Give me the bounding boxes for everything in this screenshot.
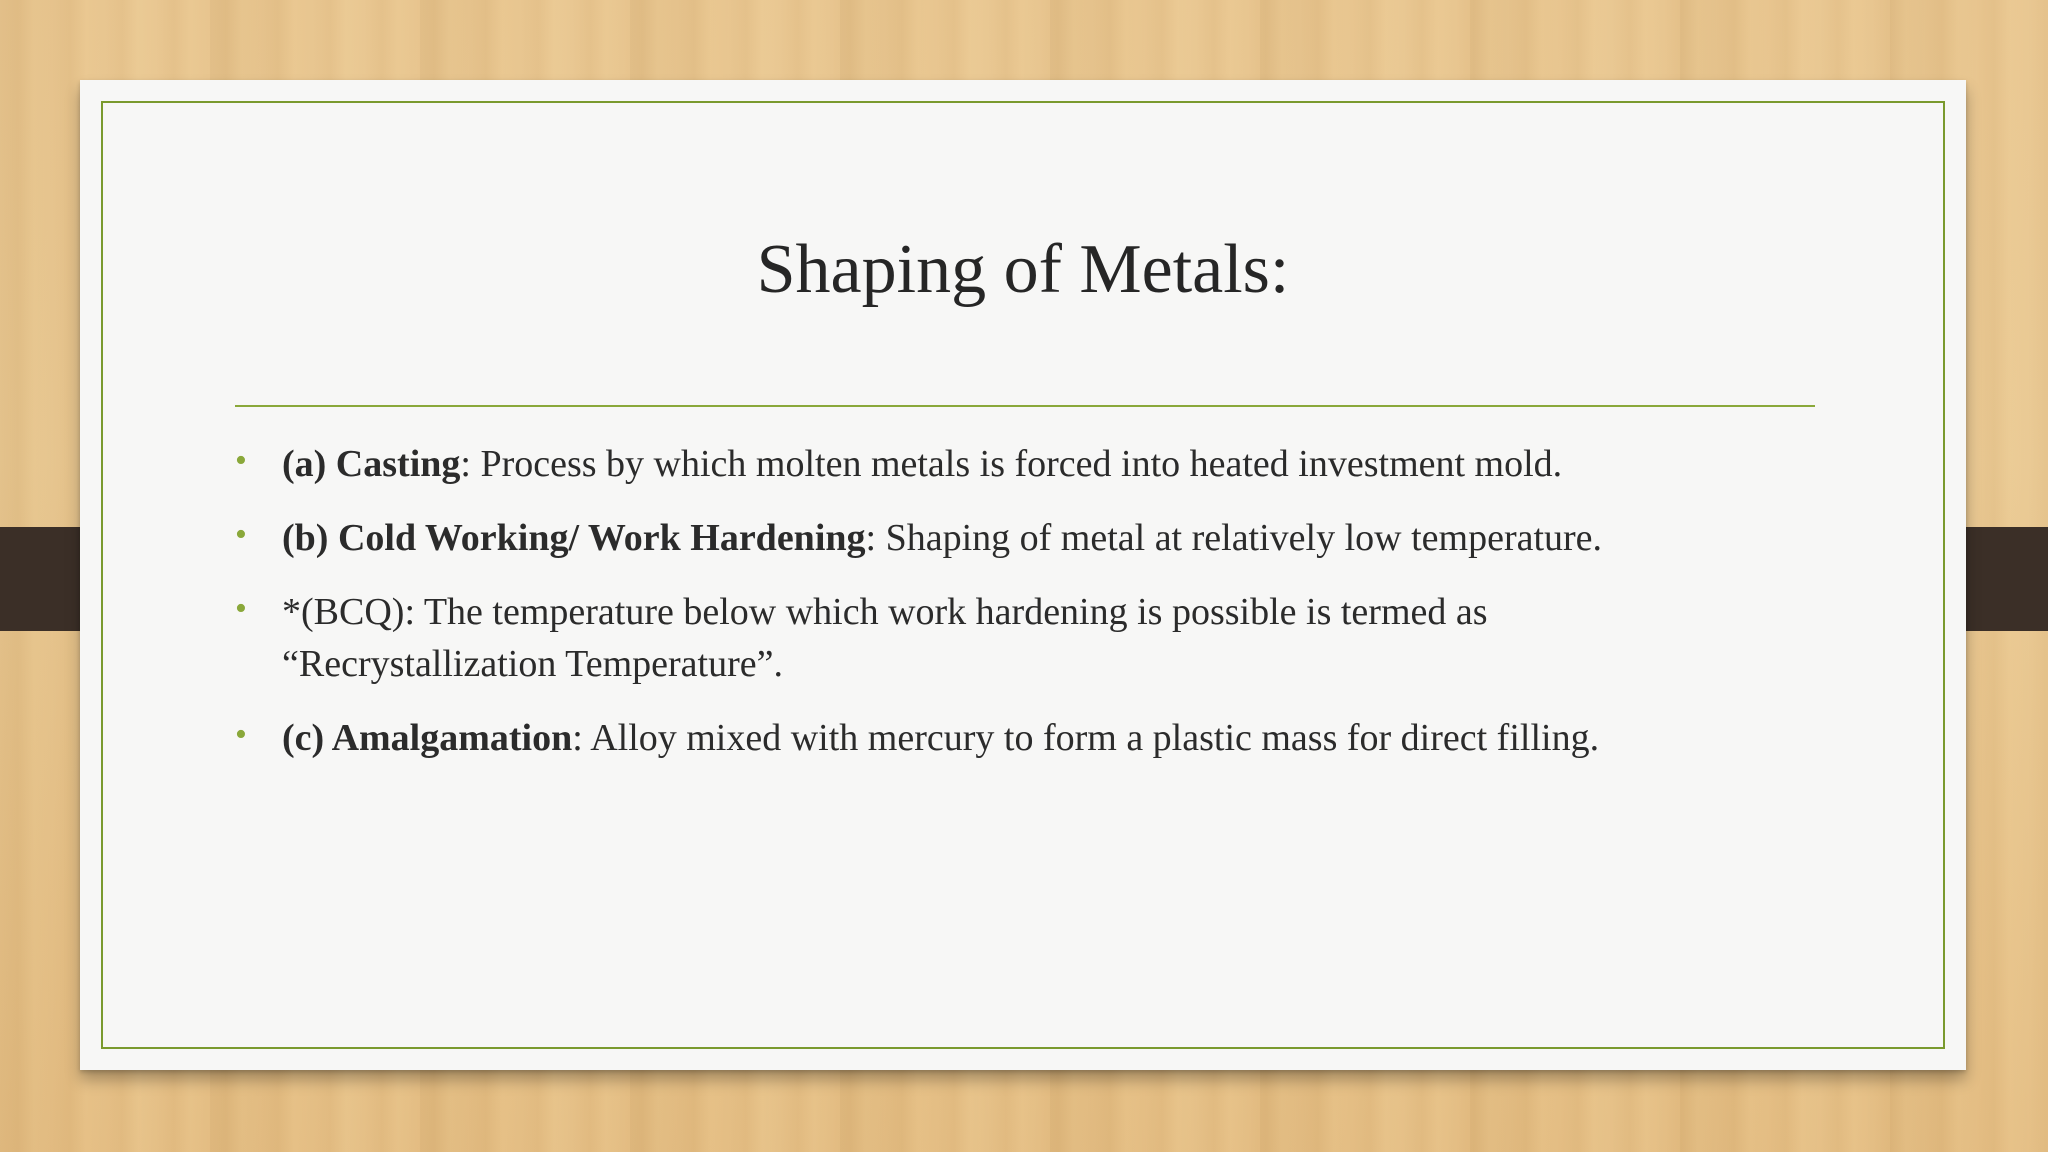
bullet-dot-icon: •: [235, 590, 247, 627]
bullet-term: (b) Cold Working/ Work Hardening: [282, 517, 866, 559]
bullet-text: : Shaping of metal at relatively low temperature.: [865, 517, 1603, 559]
slide-paper: [80, 80, 1966, 1070]
bullet-item-casting: [235, 438, 1835, 490]
slide-title: Shaping of Metals:: [756, 231, 1290, 308]
bullet-dot-icon: •: [235, 442, 247, 479]
bullet-list: [235, 438, 1835, 786]
bullet-text: : Process by which molten metals is forced into heated investment mold.: [460, 443, 1563, 485]
title-divider: [235, 405, 1815, 407]
bullet-text: *(BCQ): The temperature below which work hardening is possible is termed as “Recrystallization Temperature”.: [282, 591, 1488, 685]
bullet-text: : Alloy mixed with mercury to form a plastic mass for direct filling.: [572, 717, 1600, 759]
bullet-term: (c) Amalgamation: [282, 717, 573, 759]
bullet-dot-icon: •: [235, 516, 247, 553]
bullet-dot-icon: •: [235, 716, 247, 753]
bullet-item-amalgamation: [235, 712, 1835, 764]
bullet-item-cold-working: [235, 512, 1835, 564]
bullet-term: (a) Casting: [282, 443, 461, 485]
bullet-item-bcq: [235, 586, 1835, 690]
